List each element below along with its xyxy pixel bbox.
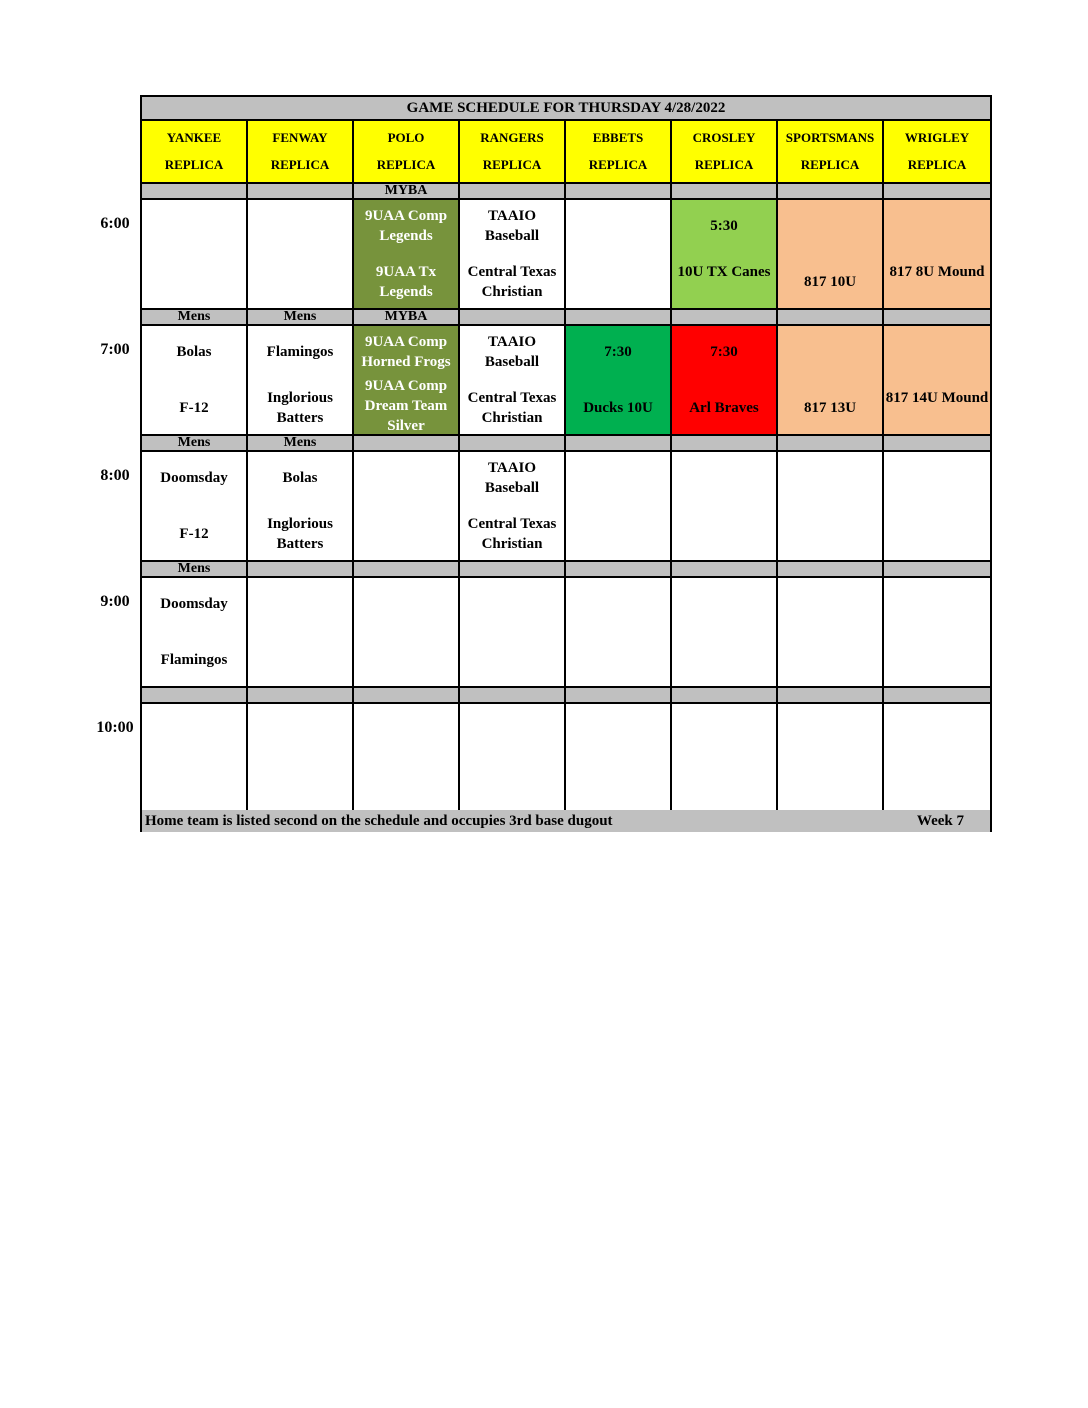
team-away: Doomsday xyxy=(160,596,228,612)
field-sub: REPLICA xyxy=(907,156,967,172)
game-cell xyxy=(778,200,884,308)
band-cell xyxy=(778,436,884,450)
band-cell xyxy=(884,184,990,198)
game-cell xyxy=(248,200,354,308)
band-cell xyxy=(672,562,778,576)
field-header-crosley xyxy=(672,121,778,182)
band-cell xyxy=(778,184,884,198)
band-cell: Mens xyxy=(142,310,248,324)
field-sub: REPLICA xyxy=(694,156,754,172)
schedule-footer xyxy=(142,810,990,832)
game-cell xyxy=(354,452,460,560)
game-cell xyxy=(778,452,884,560)
league-band xyxy=(142,184,990,200)
band-cell: Mens xyxy=(142,436,248,450)
time-slot-row xyxy=(142,326,990,436)
team-home: Arl Braves xyxy=(689,400,759,416)
field-sub: REPLICA xyxy=(482,156,542,172)
band-cell xyxy=(354,562,460,576)
schedule-table xyxy=(140,95,992,832)
field-name: EBBETS xyxy=(592,130,644,146)
game-cell xyxy=(672,452,778,560)
field-sub: REPLICA xyxy=(588,156,648,172)
team-home: 9UAA Comp Dream Team Silver xyxy=(364,378,448,434)
band-cell xyxy=(142,688,248,702)
band-cell xyxy=(460,310,566,324)
field-name: POLO xyxy=(387,130,425,146)
field-sub: REPLICA xyxy=(800,156,860,172)
game-cell xyxy=(248,578,354,686)
game-cell xyxy=(460,578,566,686)
game-cell xyxy=(566,704,672,812)
game-cell xyxy=(460,704,566,812)
team-home: 817 13U xyxy=(803,400,857,416)
field-header-wrigley xyxy=(884,121,990,182)
game-cell xyxy=(566,578,672,686)
band-cell xyxy=(778,562,884,576)
field-sub: REPLICA xyxy=(164,156,224,172)
game-cell xyxy=(778,578,884,686)
band-cell xyxy=(566,184,672,198)
field-sub: REPLICA xyxy=(376,156,436,172)
league-band xyxy=(142,562,990,578)
field-name: CROSLEY xyxy=(692,130,756,146)
game-cell xyxy=(142,704,248,812)
band-cell xyxy=(142,184,248,198)
game-cell xyxy=(884,326,990,434)
game-cell xyxy=(354,578,460,686)
time-slot-row xyxy=(142,578,990,688)
time-slot-row xyxy=(142,704,990,814)
game-cell xyxy=(778,326,884,434)
band-cell xyxy=(566,688,672,702)
game-cell xyxy=(142,200,248,308)
time-label: 9:00 xyxy=(100,593,130,610)
team-away: Doomsday xyxy=(160,470,228,486)
week-label: Week 7 xyxy=(916,812,964,829)
band-cell xyxy=(672,310,778,324)
team-away: Bolas xyxy=(176,344,212,360)
band-cell: MYBA xyxy=(354,184,460,198)
game-cell xyxy=(884,704,990,812)
field-header-polo xyxy=(354,121,460,182)
game-cell xyxy=(354,326,460,434)
team-home: Ducks 10U xyxy=(583,400,653,416)
team-home: 10U TX Canes xyxy=(677,264,771,280)
band-cell xyxy=(248,688,354,702)
band-cell xyxy=(672,436,778,450)
team-home: F-12 xyxy=(179,400,209,416)
team-home: 9UAA Tx Legends xyxy=(375,264,437,300)
league-band xyxy=(142,688,990,704)
band-cell xyxy=(884,310,990,324)
time-label: 7:00 xyxy=(100,341,130,358)
field-name: FENWAY xyxy=(272,130,328,146)
band-cell xyxy=(884,436,990,450)
game-cell xyxy=(672,200,778,308)
game-cell xyxy=(248,704,354,812)
time-label: 10:00 xyxy=(96,719,134,736)
game-cell xyxy=(460,200,566,308)
game-cell xyxy=(142,452,248,560)
band-cell xyxy=(460,184,566,198)
game-cell xyxy=(884,200,990,308)
team-home: 817 14U Mound xyxy=(885,390,989,406)
field-header-row xyxy=(142,121,990,184)
band-cell: MYBA xyxy=(354,310,460,324)
band-cell xyxy=(672,688,778,702)
field-header-rangers xyxy=(460,121,566,182)
team-home: 817 8U Mound xyxy=(889,264,985,280)
team-home: Flamingos xyxy=(160,652,228,668)
time-slot-row xyxy=(142,452,990,562)
team-home: Central Texas Christian xyxy=(467,390,557,426)
field-name: WRIGLEY xyxy=(904,130,970,146)
game-time: 5:30 xyxy=(710,218,738,234)
band-cell xyxy=(460,436,566,450)
team-away: TAAIO Baseball xyxy=(484,208,540,244)
band-cell xyxy=(460,688,566,702)
band-cell: Mens xyxy=(142,562,248,576)
game-cell xyxy=(566,452,672,560)
team-away: Flamingos xyxy=(266,344,334,360)
game-time: 7:30 xyxy=(604,344,632,360)
team-away: Bolas xyxy=(282,470,318,486)
band-cell xyxy=(354,436,460,450)
field-name: YANKEE xyxy=(166,130,222,146)
team-home: Central Texas Christian xyxy=(467,516,557,552)
team-away: TAAIO Baseball xyxy=(484,334,540,370)
game-cell xyxy=(248,452,354,560)
game-cell xyxy=(460,326,566,434)
band-cell xyxy=(460,562,566,576)
band-cell xyxy=(884,562,990,576)
field-name: RANGERS xyxy=(480,130,544,146)
team-home: Inglorious Batters xyxy=(267,390,333,426)
field-name: SPORTSMANS xyxy=(785,130,875,146)
team-away: TAAIO Baseball xyxy=(484,460,540,496)
game-cell xyxy=(884,452,990,560)
field-header-ebbets xyxy=(566,121,672,182)
game-cell xyxy=(354,200,460,308)
team-away: 9UAA Comp Horned Frogs xyxy=(361,334,451,370)
team-home: Inglorious Batters xyxy=(267,516,333,552)
game-time: 7:30 xyxy=(710,344,738,360)
league-band xyxy=(142,436,990,452)
field-sub: REPLICA xyxy=(270,156,330,172)
band-cell xyxy=(778,310,884,324)
game-cell xyxy=(672,704,778,812)
game-cell xyxy=(884,578,990,686)
home-team-note: Home team is listed second on the schedule and occupies 3rd base dugout xyxy=(145,812,613,829)
team-home: Central Texas Christian xyxy=(467,264,557,300)
band-cell xyxy=(566,436,672,450)
band-cell xyxy=(248,562,354,576)
game-cell xyxy=(460,452,566,560)
time-slot-row xyxy=(142,200,990,310)
band-cell xyxy=(248,184,354,198)
band-cell xyxy=(884,688,990,702)
game-cell xyxy=(672,578,778,686)
game-cell xyxy=(778,704,884,812)
field-header-yankee xyxy=(142,121,248,182)
band-cell xyxy=(672,184,778,198)
game-cell xyxy=(566,200,672,308)
band-cell xyxy=(354,688,460,702)
band-cell xyxy=(566,562,672,576)
team-home: 817 10U xyxy=(803,274,857,290)
game-cell xyxy=(354,704,460,812)
band-cell: Mens xyxy=(248,310,354,324)
field-header-fenway xyxy=(248,121,354,182)
field-header-sportsmans xyxy=(778,121,884,182)
game-cell xyxy=(672,326,778,434)
game-cell xyxy=(142,326,248,434)
time-label: 8:00 xyxy=(100,467,130,484)
game-cell xyxy=(248,326,354,434)
league-band xyxy=(142,310,990,326)
time-label: 6:00 xyxy=(100,215,130,232)
band-cell: Mens xyxy=(248,436,354,450)
schedule-title: GAME SCHEDULE FOR THURSDAY 4/28/2022 xyxy=(142,97,990,121)
band-cell xyxy=(566,310,672,324)
team-home: F-12 xyxy=(179,526,209,542)
team-away: 9UAA Comp Legends xyxy=(364,208,448,244)
game-cell xyxy=(566,326,672,434)
game-cell xyxy=(142,578,248,686)
band-cell xyxy=(778,688,884,702)
